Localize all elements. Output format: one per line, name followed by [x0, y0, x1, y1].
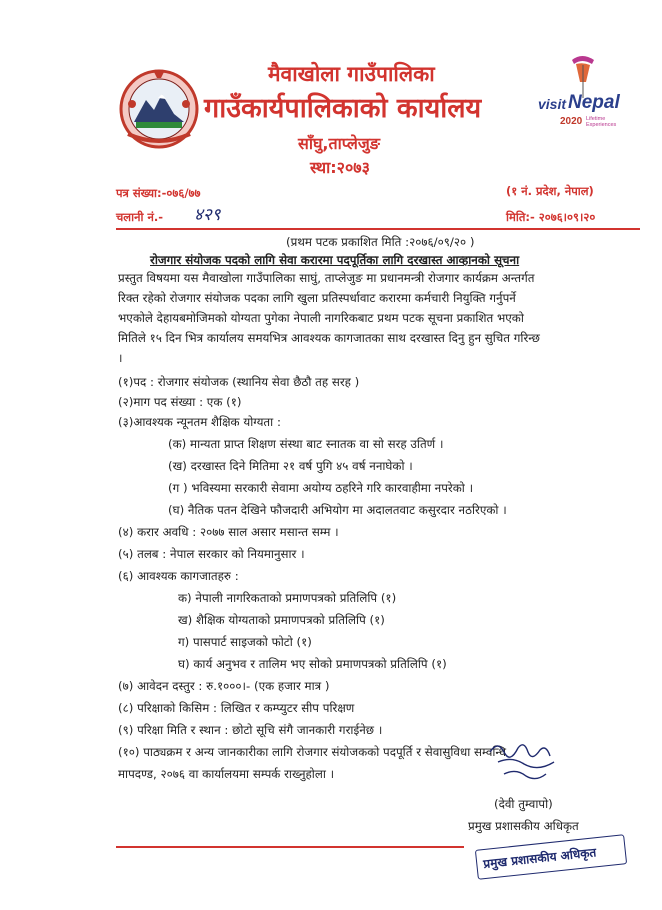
qualification-ka: (क) मान्यता प्राप्त शिक्षण संस्था बाट स्नातक वा सो सरह उतिर्ण । — [168, 437, 444, 451]
intro-line-4: मितिले १५ दिन भित्र कार्यालय समयभित्र आवश्यक कागजातका साथ दरखास्त दिनु हुन सुचित गरिन्छ — [118, 331, 540, 345]
office-title: गाउँकार्यपालिकाको कार्यालय — [204, 93, 482, 124]
item-exam-date-place: (९) परिक्षा मिति र स्थान : छोटो सूचि संगै जानकारी गराईनेछ । — [118, 723, 383, 737]
footer-divider — [116, 846, 464, 848]
office-established: स्था:२०७३ — [310, 158, 370, 177]
letter-number: पत्र संख्या:-०७६/७७ — [116, 186, 201, 200]
designation-stamp-text: प्रमुख प्रशासकीय अधिकृत — [482, 845, 597, 872]
closing-line-1: (१०) पाठ्यक्रम र अन्य जानकारीका लागि रोजगार संयोजकको पदपूर्ति र सेवासुविधा सम्वन्धि — [118, 745, 506, 759]
notice-title: रोजगार संयोजक पदको लागि सेवा करारमा पदपूर्तिका लागि दरखास्त आव्हानको सूचना — [150, 253, 520, 267]
intro-line-2: रिक्त रहेको रोजगार संयोजक पदका लागि खुला प्रतिस्पर्धावाट करारमा कर्मचारी नियुक्ति गर्नुपर्ने — [118, 291, 516, 305]
handwritten-signature — [484, 738, 564, 790]
item-post-count: (२)माग पद संख्या : एक (१) — [118, 395, 242, 409]
item-qualification: (३)आवश्यक न्यूनतम शैक्षिक योग्यता : — [118, 415, 281, 429]
signatory-name: (देवी तुम्वापो) — [494, 797, 553, 811]
dispatch-handwritten-number: ४२९ — [194, 205, 221, 225]
intro-line-5: । — [118, 351, 123, 365]
document-gha: घ) कार्य अनुभव र तालिम भए सोको प्रमाणपत्रको प्रतिलिपि (१) — [178, 657, 447, 671]
province-label: (१ नं. प्रदेश, नेपाल) — [506, 184, 594, 198]
visit-nepal-tag: Lifetime Experiences — [586, 116, 617, 128]
item-post: (१)पद : रोजगार संयोजक (स्थानिय सेवा छैठौ तह सरह ) — [118, 375, 360, 389]
header-divider — [116, 228, 640, 230]
intro-line-3: भएकोले देहायबमोजिमको योग्यता पुगेका नेपाली नागरिकबाट प्रथम पटक सूचना प्रकाशित भएको — [118, 311, 524, 325]
office-name: मैवाखोला गाउँपालिका — [268, 62, 435, 86]
item-contract-period: (४) करार अवधि : २०७७ साल असार मसान्त सम्म । — [118, 525, 339, 539]
visit-nepal-2020-logo — [536, 52, 628, 134]
visit-nepal-year: 2020 — [560, 116, 583, 127]
letter-date: मिति:- २०७६।०९।२० — [506, 210, 596, 224]
dispatch-number: चलानी नं.- — [116, 210, 163, 224]
qualification-kha: (ख) दरखास्त दिने मितिमा २१ वर्ष पुगि ४५ वर्ष ननाघेको । — [168, 459, 413, 473]
visit-nepal-line1: visit — [538, 96, 567, 112]
item-exam-type: (८) परिक्षाको किसिम : लिखित र कम्प्युटर सीप परिक्षण — [118, 701, 355, 715]
item-salary: (५) तलब : नेपाल सरकार को नियमानुसार । — [118, 547, 305, 561]
qualification-ga: (ग ) भविस्यमा सरकारी सेवामा अयोग्य ठहरिने गरि कारवाहीमा नपरेको । — [168, 481, 474, 495]
qualification-gha: (घ) नैतिक पतन देखिने फौजदारी अभियोग मा अदालतवाट कसुरदार नठरिएको । — [168, 503, 507, 517]
item-documents: (६) आवश्यक कागजातहरु : — [118, 569, 239, 583]
office-address: साँघु,ताप्लेजुङ — [298, 134, 380, 153]
designation-stamp — [475, 834, 627, 880]
document-kha: ख) शैक्षिक योग्यताको प्रमाणपत्रको प्रतिलिपि (१) — [178, 613, 385, 627]
item-application-fee: (७) आवेदन दस्तुर : रु.१०००।- (एक हजार मात्र ) — [118, 679, 330, 693]
signatory-designation: प्रमुख प्रशासकीय अधिकृत — [468, 819, 579, 833]
first-published-date: (प्रथम पटक प्रकाशित मिति :२०७६/०९/२० ) — [286, 235, 475, 249]
document-ka: क) नेपाली नागरिकताको प्रमाणपत्रको प्रतिलिपि (१) — [178, 591, 397, 605]
visit-nepal-line2: Nepal — [568, 92, 620, 113]
document-ga: ग) पासपार्ट साइजको फोटो (१) — [178, 635, 312, 649]
closing-line-2: मापदण्ड, २०७६ वा कार्यालयमा सम्पर्क राख्नुहोला । — [118, 767, 335, 781]
nepal-emblem-icon — [116, 64, 202, 150]
intro-line-1: प्रस्तुत विषयमा यस मैवाखोला गाउँपालिका साघुं, ताप्लेजुङ मा प्रधानमन्त्री रोजगार कार्यक्रम अन्तर्गत — [118, 271, 535, 285]
